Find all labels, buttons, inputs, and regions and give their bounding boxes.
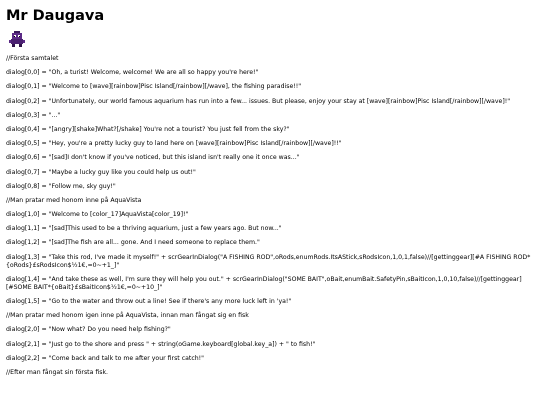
dialog-line: dialog[0,2] = "Unfortunately, our world famous aquarium has run into a few... issues. But please, enjoy your stay at [wave][rainbow]Pisc Island[/rainbow][/wave]!" — [6, 97, 511, 105]
comment-line: //Efter man fångat sin första fisk. — [6, 368, 109, 376]
page-title: Mr Daugava — [6, 8, 105, 24]
dialog-line: dialog[1,0] = "Welcome to [color_17]AquaVista[color_19]!" — [6, 211, 189, 219]
dialog-line: dialog[2,0] = "Now what? Do you need help fishing?" — [6, 326, 171, 334]
dialog-line: dialog[0,0] = "Oh, a turist! Welcome, welcome! We are all so happy you're here!" — [6, 69, 259, 77]
dialog-line: dialog[0,5] = "Hey, you're a pretty lucky guy to land here on [wave][rainbow]Pisc Island[/rainbow][/wave]!!" — [6, 140, 342, 148]
dialog-line: dialog[0,7] = "Maybe a lucky guy like you could help us out!" — [6, 168, 196, 176]
dialog-line: dialog[1,3] = "Take this rod, I've made it myself!" + scrGearInDialog("A FISHING ROD",oRods,enumRods.ItsAStick,sRodsIcon,1,0,1,false)//[gettinggear][#A FISHING ROD*{oRods}£sRodsIcon$½1€,=0~+1_]" — [6, 253, 531, 269]
dialog-line: dialog[1,2] = "[sad]The fish are all... gone. And I need someone to replace them." — [6, 239, 260, 247]
dialog-line: dialog[1,5] = "Go to the water and throw out a line! See if there's any more luck left in 'ya!" — [6, 298, 292, 305]
dialog-line: dialog[1,1] = "[sad]This used to be a thriving aquarium, just a few years ago. But now..." — [6, 225, 282, 233]
dialog-line: dialog[1,4] = "And take these as well, I'm sure they will help you out." + scrGearInDialog("SOME BAIT",oBait,enumBait.SafetyPin,sBaitIcon,1,0,10,false)//[gettinggear][#SOME BAIT*{oBait}£sBaitIcon$½1€,=0~+10_]" — [6, 275, 522, 291]
dialog-line: dialog[0,1] = "Welcome to [wave][rainbow]Pisc Island[/rainbow][/wave], the fishing paradise!!" — [6, 83, 302, 91]
dialog-script-lines — [6, 55, 534, 377]
comment-line: //Man pratar med honom inne på AquaVista — [6, 196, 142, 204]
dialog-line: dialog[0,8] = "Follow me, sky guy!" — [6, 182, 116, 190]
dialog-line: dialog[0,4] = "[angry][shake]What?[/shake] You're not a tourist? You just fell from the sky?" — [6, 125, 290, 133]
dialog-line: dialog[2,1] = "Just go to the shore and press " + string(oGame.keyboard[global.key_a]) + " to fish!" — [6, 340, 316, 348]
purple-character-avatar-icon — [8, 30, 26, 48]
comment-line: //Man pratar med honom igen inne på AquaVista, innan man fångat sig en fisk — [6, 312, 249, 320]
dialog-line: dialog[0,3] = "..." — [6, 111, 61, 119]
dialog-line: dialog[0,6] = "[sad]I don't know if you've noticed, but this island isn't really one it once was..." — [6, 154, 300, 162]
dialog-line: dialog[2,2] = "Come back and talk to me after your first catch!" — [6, 354, 204, 362]
comment-line: //Första samtalet — [6, 55, 59, 62]
